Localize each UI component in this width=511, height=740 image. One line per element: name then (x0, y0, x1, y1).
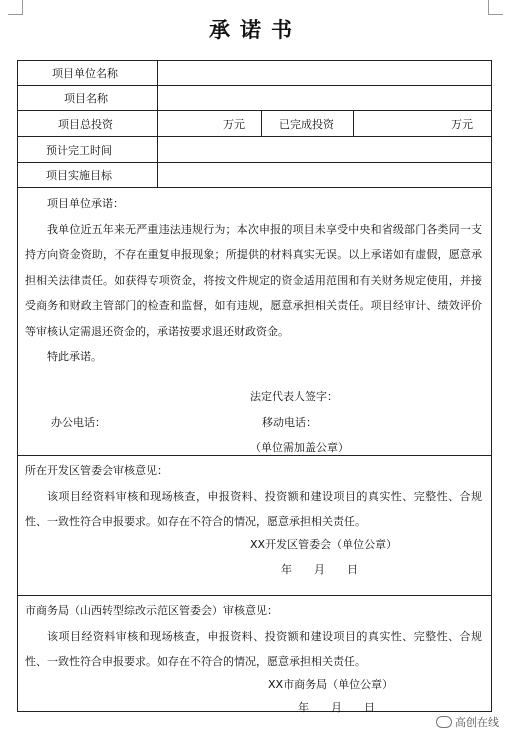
page-corner-mark-right (488, 0, 503, 15)
bureau-review-date: 年 月 日 (298, 701, 375, 714)
unit-wan-label: 万元 (451, 117, 473, 131)
bureau-review-section (18, 596, 491, 714)
mobile-phone-label: 移动电话： (262, 416, 317, 429)
commitment-closing: 特此承诺。 (47, 350, 102, 363)
field-row-investment (18, 111, 491, 137)
commitment-form (17, 60, 492, 712)
field-row-completion-time (18, 137, 491, 163)
field-label-implementation-goal: 项目实施目标 (46, 169, 112, 182)
field-row-project-name (18, 86, 491, 111)
zone-review-heading: 所在开发区管委会审核意见： (25, 464, 168, 477)
unit-wan-label: 万元 (223, 117, 245, 131)
commitment-body: 我单位近五年来无严重违法违规行为；本次申报的项目未享受中央和省级部门各类同一支持方向资金资助，不存在重复申报现象；所提供的材料真实无误。以上承诺如有虚假，愿意承担相关法律责任。如获得专项资金，将按文件规定的资金适用范围和有关财务规定使用，并接受商务和财政主管部门的检查和监督，如有违规，愿意承担相关责任。项目经审计、绩效评价等审核认定需退还资金的，承诺按要求退还财政资金。 (25, 222, 482, 338)
field-row-unit-name (18, 61, 491, 86)
zone-review-section (18, 456, 491, 596)
field-row-implementation-goal (18, 163, 491, 188)
field-label-completion-time: 预计完工时间 (46, 143, 112, 157)
field-label-completed-investment: 已完成投资 (279, 117, 334, 131)
watermark-text: 高创在线 (455, 716, 499, 729)
page-corner-mark-left (8, 0, 23, 15)
bureau-review-seal: XX市商务局（单位公章） (268, 678, 394, 691)
field-label-total-investment: 项目总投资 (58, 117, 113, 131)
watermark (436, 714, 499, 730)
zone-review-seal: XX开发区管委会（单位公章） (250, 538, 398, 551)
legal-rep-signature-label: 法定代表人签字： (250, 390, 338, 403)
unit-seal-note: （单位需加盖公章） (250, 441, 349, 454)
zone-review-date: 年 月 日 (281, 563, 358, 576)
zone-review-body: 该项目经资料审核和现场核查，申报资料、投资额和建设项目的真实性、完整性、合规性、一致性符合申报要求。如存在不符合的情况，愿意承担相关责任。 (25, 489, 482, 528)
office-phone-label: 办公电话： (51, 416, 106, 429)
wechat-icon (436, 716, 452, 728)
commitment-section (18, 188, 491, 456)
page-title: 承诺书 (209, 17, 302, 42)
commitment-heading: 项目单位承诺： (47, 197, 124, 210)
bureau-review-body: 该项目经资料审核和现场核查，申报资料、投资额和建设项目的真实性、完整性、合规性、一致性符合申报要求。如存在不符合的情况，愿意承担相关责任。 (25, 629, 482, 668)
field-label-unit-name: 项目单位名称 (52, 67, 118, 80)
field-label-project-name: 项目名称 (64, 92, 108, 105)
bureau-review-heading: 市商务局（山西转型综改示范区管委会）审核意见： (25, 604, 278, 617)
